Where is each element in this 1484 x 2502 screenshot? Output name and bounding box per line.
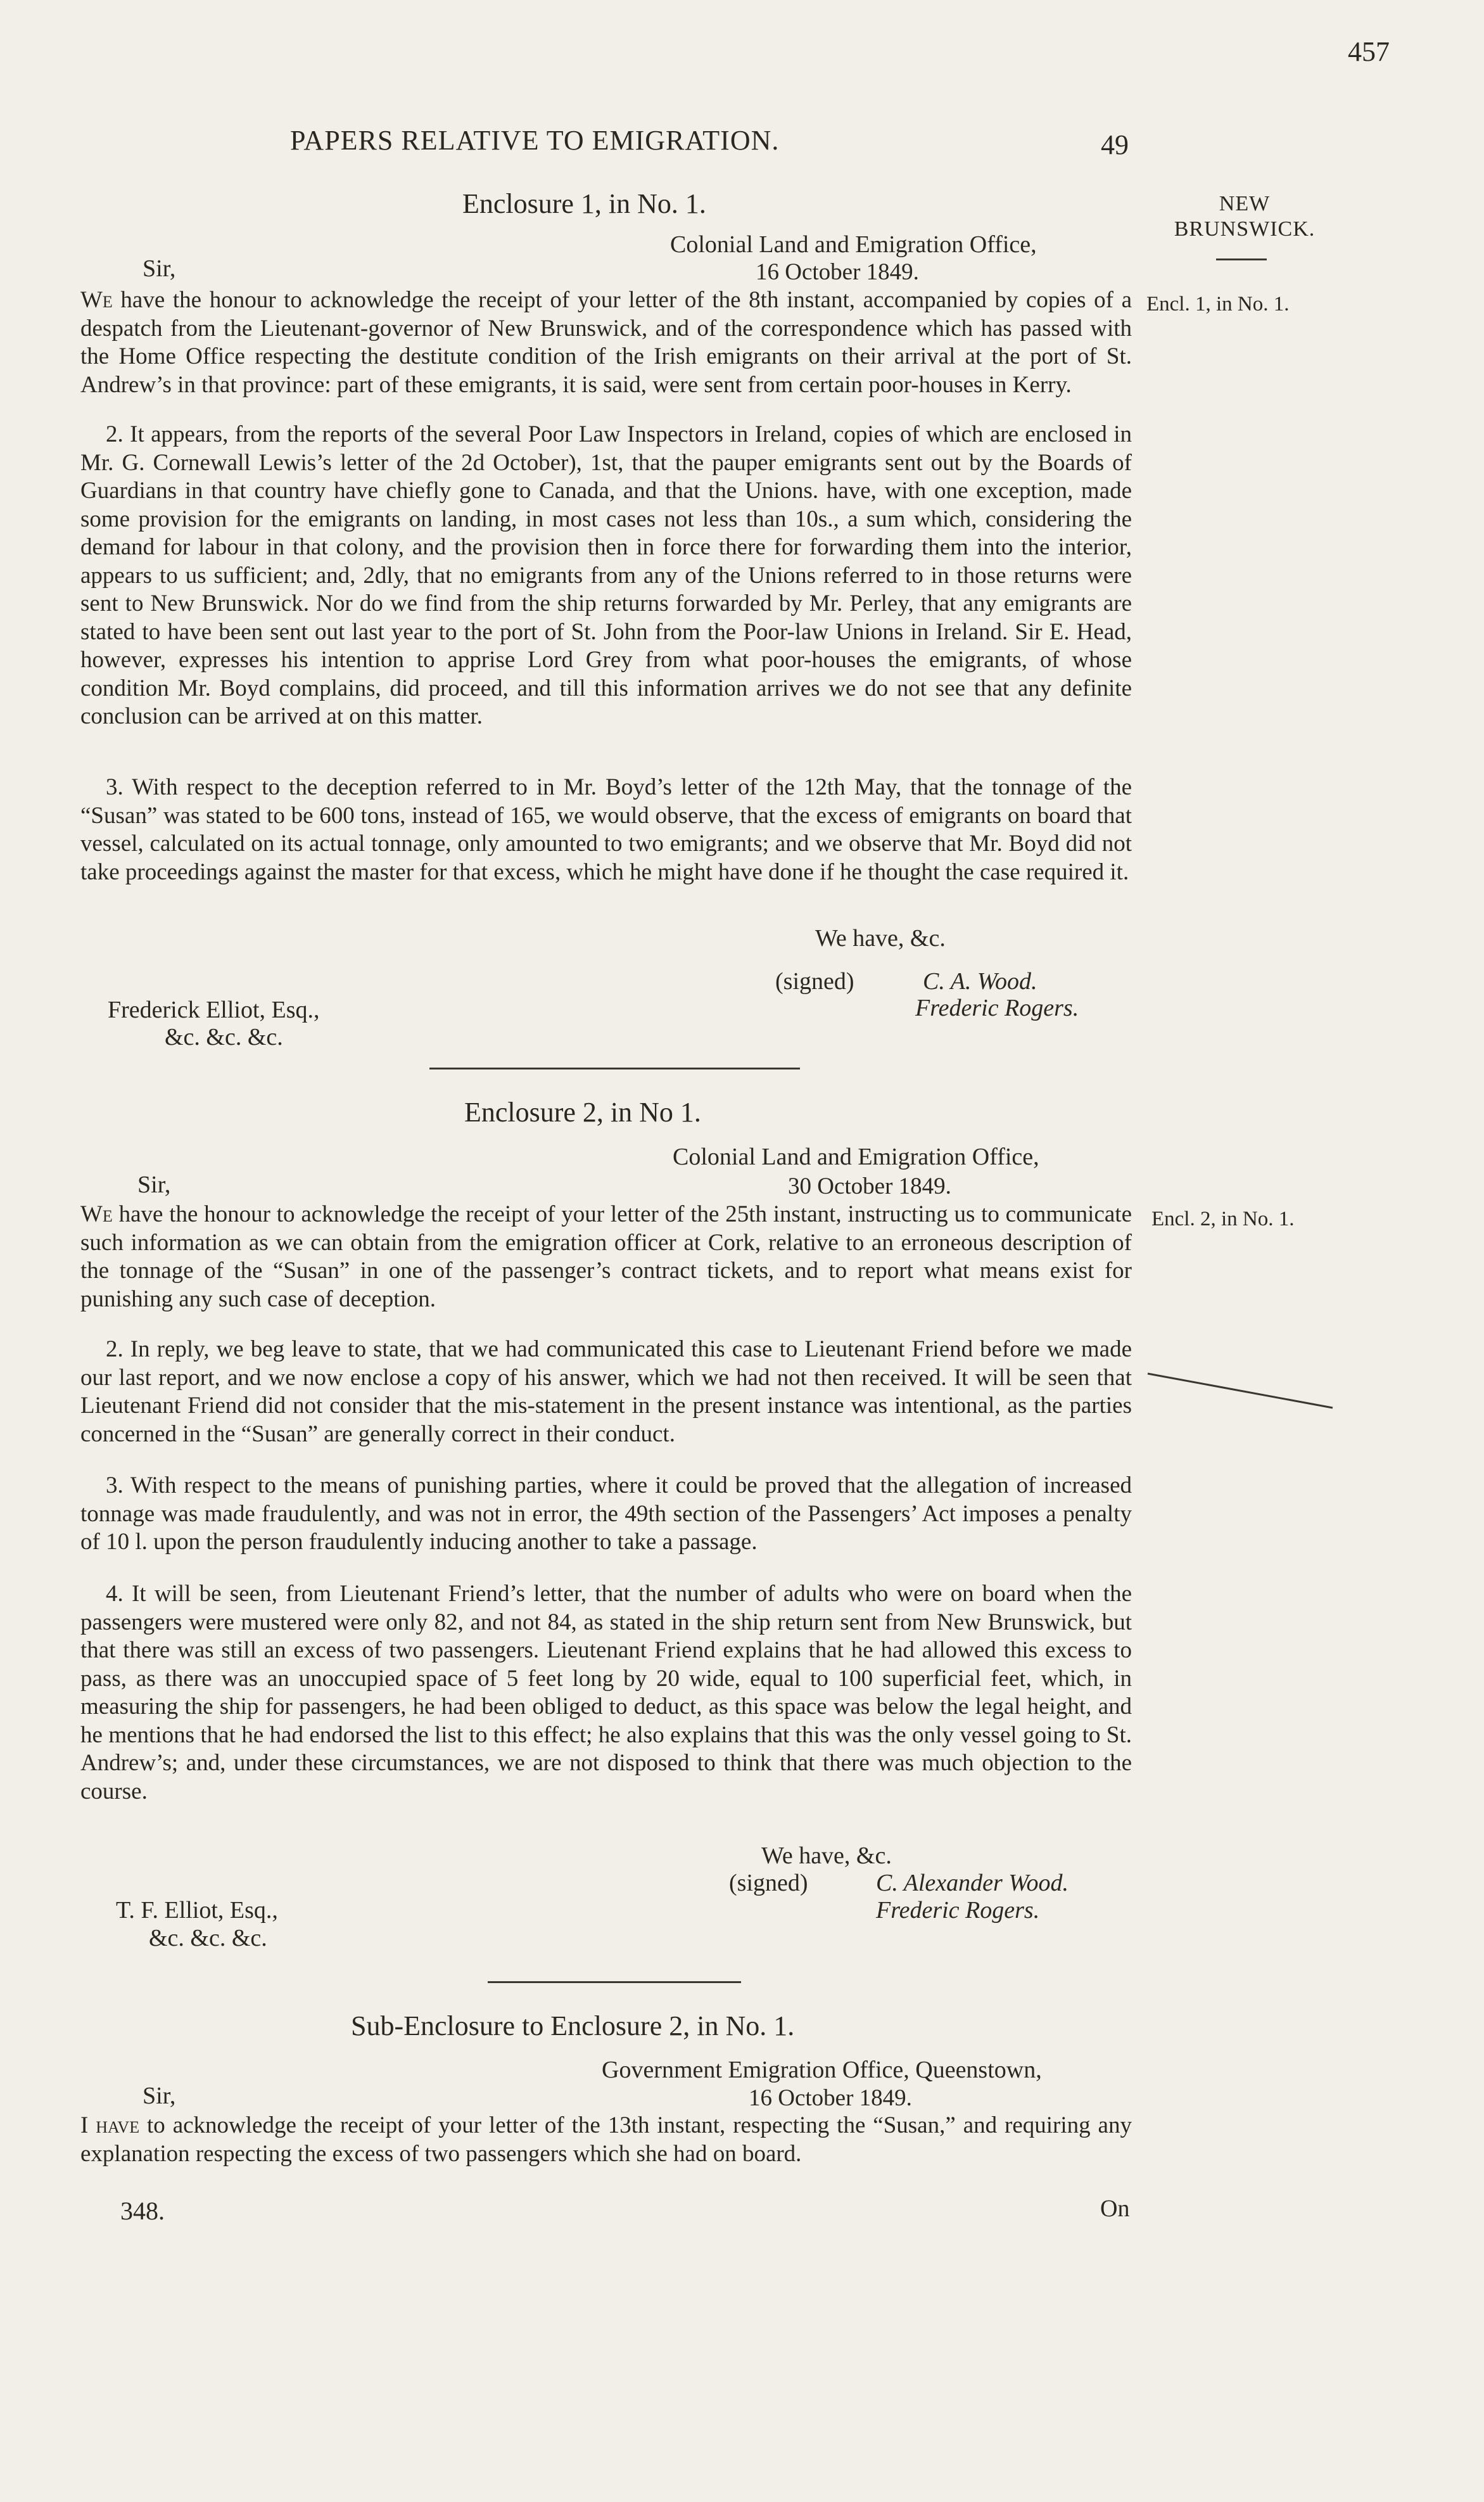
subenclosure-salutation: Sir,: [143, 2083, 176, 2109]
enclosure2-office: Colonial Land and Emigration Office,: [673, 1144, 1039, 1170]
running-title: PAPERS RELATIVE TO EMIGRATION.: [290, 125, 780, 156]
enclosure1-office: Colonial Land and Emigration Office,: [670, 231, 1037, 258]
enclosure2-signed: (signed): [729, 1870, 808, 1896]
enclosure1-addressee: Frederick Elliot, Esq.,: [108, 997, 320, 1023]
margin-pointer-line: [1145, 1369, 1335, 1413]
enclosure2-salutation: Sir,: [137, 1171, 171, 1198]
margin-encl2: Encl. 2, in No. 1.: [1151, 1208, 1295, 1230]
enclosure2-paragraph-4: 4. It will be seen, from Lieutenant Friend’s letter, that the number of adults who were on board when the passengers were mustered were only 82, and not 84, as stated in the ship return sent from New Brunswick, but that there was still an excess of two passengers. Lieutenant Friend explains that he had allowed this excess to pass, as there was an unoccupied space of 5 feet long by 20 wide, equal to 100 superficial feet, which, in measuring the ship for passengers, he had been obliged to deduct, as this space was below the legal height, and he mentions that he had endorsed the list to this effect; he also explains that this was the only vessel going to St. Andrew’s; and, under these circumstances, we are not disposed to think that there was much objection to the course.: [80, 1581, 1132, 1804]
subenclosure-paragraph-1: I have to acknowledge the receipt of your letter of the 13th instant, respecting the “Susan,” and requiring any explanation respecting the excess of two passengers which she had on board.: [80, 2112, 1132, 2167]
enclosure1-heading: Enclosure 1, in No. 1.: [462, 188, 706, 219]
divider-2: [488, 1981, 741, 1983]
enclosure2-signer-2: Frederic Rogers.: [876, 1897, 1040, 1924]
enclosure2-addressee-etc: &c. &c. &c.: [149, 1925, 267, 1951]
enclosure1-date: 16 October 1849.: [756, 259, 919, 285]
enclosure1-salutation: Sir,: [143, 255, 176, 282]
enclosure1-addressee-etc: &c. &c. &c.: [165, 1024, 283, 1050]
page-number-inner: 49: [1101, 129, 1129, 160]
enclosure2-addressee: T. F. Elliot, Esq.,: [116, 1897, 278, 1924]
page-number-top: 457: [1348, 36, 1390, 67]
enclosure2-heading: Enclosure 2, in No 1.: [464, 1097, 701, 1128]
enclosure2-paragraph-2: 2. In reply, we beg leave to state, that we had communicated this case to Lieutenant Friend before we made our last report, and we now enclose a copy of his answer, which we had not then received. It will be seen that Lieutenant Friend did not consider that the mis-statement in the present instance was intentional, as the parties concerned in the “Susan” are generally correct in their conduct.: [80, 1336, 1132, 1447]
enclosure1-paragraph-2: 2. It appears, from the reports of the several Poor Law Inspectors in Ireland, copies of which are enclosed in Mr. G. Cornewall Lewis’s letter of the 2d October), 1st, that the pauper emigrants sent out by the Boards of Guardians in that country have chiefly gone to Canada, and that the Unions. have, with one exception, made some provision for the emigrants on landing, in most cases not less than 10s., a sum which, considering the demand for labour in that colony, and the provision then in force there for forwarding them into the interior, appears to us sufficient; and, 2dly, that no emigrants from any of the Unions referred to in those returns were sent to New Brunswick. Nor do we find from the ship returns forwarded by Mr. Perley, that any emigrants are stated to have been sent out last year to the port of St. John from the Poor-law Unions in Ireland. Sir E. Head, however, expresses his intention to apprise Lord Grey from what poor-houses the emigrants, of whose condition Mr. Boyd complains, did proceed, and till this information arrives we do not see that any definite conclusion can be arrived at on this matter.: [80, 421, 1132, 729]
subenclosure-heading: Sub-Enclosure to Enclosure 2, in No. 1.: [351, 2010, 795, 2041]
enclosure2-closing: We have, &c.: [761, 1842, 892, 1869]
subenclosure-office: Government Emigration Office, Queenstown,: [602, 2057, 1042, 2083]
divider-1: [429, 1068, 800, 1069]
margin-encl1: Encl. 1, in No. 1.: [1146, 293, 1290, 316]
margin-province: NEW BRUNSWICK.: [1174, 192, 1316, 241]
signature-mark: 348.: [120, 2197, 165, 2225]
margin-rule: [1216, 258, 1267, 260]
enclosure1-signer-1: C. A. Wood.: [923, 968, 1037, 995]
enclosure2-date: 30 October 1849.: [788, 1173, 951, 1199]
subenclosure-date: 16 October 1849.: [749, 2085, 912, 2111]
enclosure1-signer-2: Frederic Rogers.: [915, 995, 1079, 1021]
enclosure2-paragraph-3: 3. With respect to the means of punishing parties, where it could be proved that the allegation of increased tonnage was made fraudulently, and was not in error, the 49th section of the Passengers’ Act imposes a penalty of 10 l. upon the person fraudulently inducing another to take a passage.: [80, 1472, 1132, 1555]
enclosure1-paragraph-1: We have the honour to acknowledge the receipt of your letter of the 8th instant, accompanied by copies of a despatch from the Lieutenant-governor of New Brunswick, and of the correspondence which has passed with the Home Office respecting the destitute condition of the Irish emigrants on their arrival at the port of St. Andrew’s in that province: part of these emigrants, it is said, were sent from certain poor-houses in Kerry.: [80, 287, 1132, 398]
enclosure2-signer-1: C. Alexander Wood.: [876, 1870, 1069, 1896]
catchword: On: [1100, 2195, 1130, 2222]
enclosure1-closing: We have, &c.: [815, 925, 946, 952]
enclosure1-paragraph-3: 3. With respect to the deception referred to in Mr. Boyd’s letter of the 12th May, that the tonnage of the “Susan” was stated to be 600 tons, instead of 165, we would observe, that the excess of emigrants on board that vessel, calculated on its actual tonnage, only amounted to two emigrants; and we observe that Mr. Boyd did not take proceedings against the master for that excess, which he might have done if he thought the case required it.: [80, 774, 1132, 885]
enclosure2-paragraph-1: We have the honour to acknowledge the receipt of your letter of the 25th instant, instructing us to communicate such information as we can obtain from the emigration officer at Cork, relative to an erroneous description of the tonnage of the “Susan” in one of the passenger’s contract tickets, and to report what means exist for punishing any such case of deception.: [80, 1201, 1132, 1312]
enclosure1-signed: (signed): [775, 968, 854, 995]
